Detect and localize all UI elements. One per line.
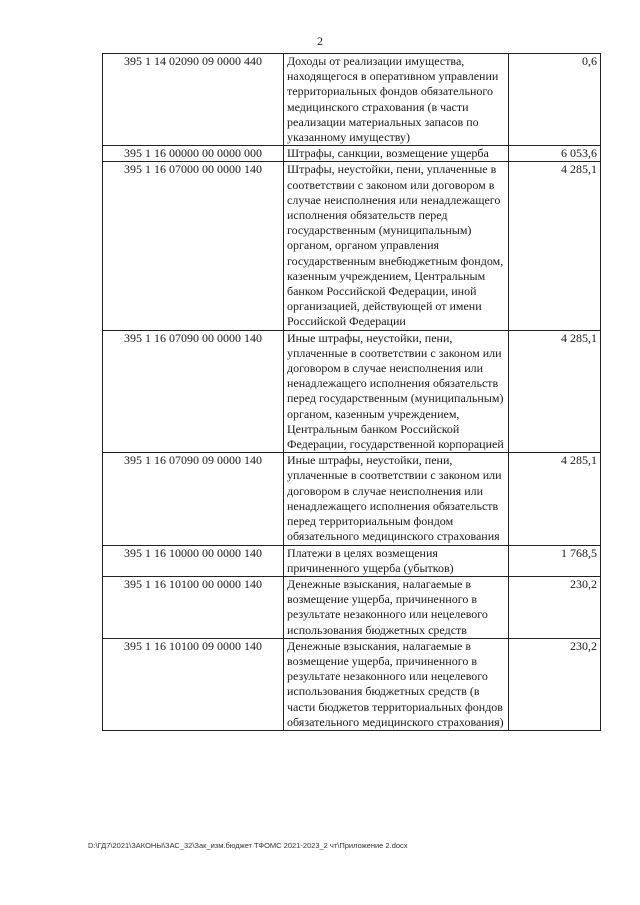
description-cell: Штрафы, санкции, возмещение ущерба [284, 146, 509, 162]
table-row [103, 453, 601, 545]
amount-cell: 230,2 [509, 576, 601, 638]
amount-cell: 1 768,5 [509, 545, 601, 576]
description-cell: Доходы от реализации имущества, находящегося в оперативном управлении территориальных фондов обязательного медицинского страхования (в части реализации материальных запасов по указанному имуществу) [284, 54, 509, 146]
amount-cell: 0,6 [509, 54, 601, 146]
description-cell: Штрафы, неустойки, пени, уплаченные в соответствии с законом или договором в случае неисполнения или ненадлежащего исполнения обязательств перед государственным (муниципальным) органом, органом управления государственным внебюджетным фондом, казенным учреждением, Центральным банком Российской Федерации, иной организацией, действующей от имени Российской Федерации [284, 162, 509, 330]
amount-cell: 4 285,1 [509, 453, 601, 545]
table-row [103, 146, 601, 162]
amount-cell: 6 053,6 [509, 146, 601, 162]
budget-code-cell: 395 1 16 10100 09 0000 140 [103, 638, 284, 730]
budget-code-cell: 395 1 16 10000 00 0000 140 [103, 545, 284, 576]
amount-cell: 230,2 [509, 638, 601, 730]
table-row [103, 638, 601, 730]
table-row [103, 545, 601, 576]
description-cell: Денежные взыскания, налагаемые в возмещение ущерба, причиненного в результате незаконного или нецелевого использования бюджетных средств [284, 576, 509, 638]
budget-code-cell: 395 1 14 02090 09 0000 440 [103, 54, 284, 146]
page-number: 2 [317, 34, 323, 48]
description-cell: Иные штрафы, неустойки, пени, уплаченные в соответствии с законом или договором в случае неисполнения или ненадлежащего исполнения обязательств перед территориальным фондом обязательного медицинского страхования [284, 453, 509, 545]
budget-code-cell: 395 1 16 00000 00 0000 000 [103, 146, 284, 162]
document-file-path: D:\ГД7\2021\ЗАКОНЫ\ЗАС_32\Зак_изм.бюджет ТФОМС 2021-2023_2 чт\Приложение 2.docx [88, 841, 408, 850]
budget-revenue-table [102, 53, 601, 731]
table-row [103, 576, 601, 638]
description-cell: Платежи в целях возмещения причиненного ущерба (убытков) [284, 545, 509, 576]
budget-code-cell: 395 1 16 07090 09 0000 140 [103, 453, 284, 545]
amount-cell: 4 285,1 [509, 330, 601, 453]
description-cell: Иные штрафы, неустойки, пени, уплаченные в соответствии с законом или договором в случае неисполнения или ненадлежащего исполнения обязательств перед государственным (муниципальным) органом, казенным учреждением, Центральным банком Российской Федерации, государственной корпорацией [284, 330, 509, 453]
budget-code-cell: 395 1 16 07090 00 0000 140 [103, 330, 284, 453]
budget-code-cell: 395 1 16 07000 00 0000 140 [103, 162, 284, 330]
table-row [103, 54, 601, 146]
table-row [103, 162, 601, 330]
amount-cell: 4 285,1 [509, 162, 601, 330]
budget-code-cell: 395 1 16 10100 00 0000 140 [103, 576, 284, 638]
description-cell: Денежные взыскания, налагаемые в возмещение ущерба, причиненного в результате незаконного или нецелевого использования бюджетных средств (в части бюджетов территориальных фондов обязательного медицинского страхования) [284, 638, 509, 730]
table-row [103, 330, 601, 453]
